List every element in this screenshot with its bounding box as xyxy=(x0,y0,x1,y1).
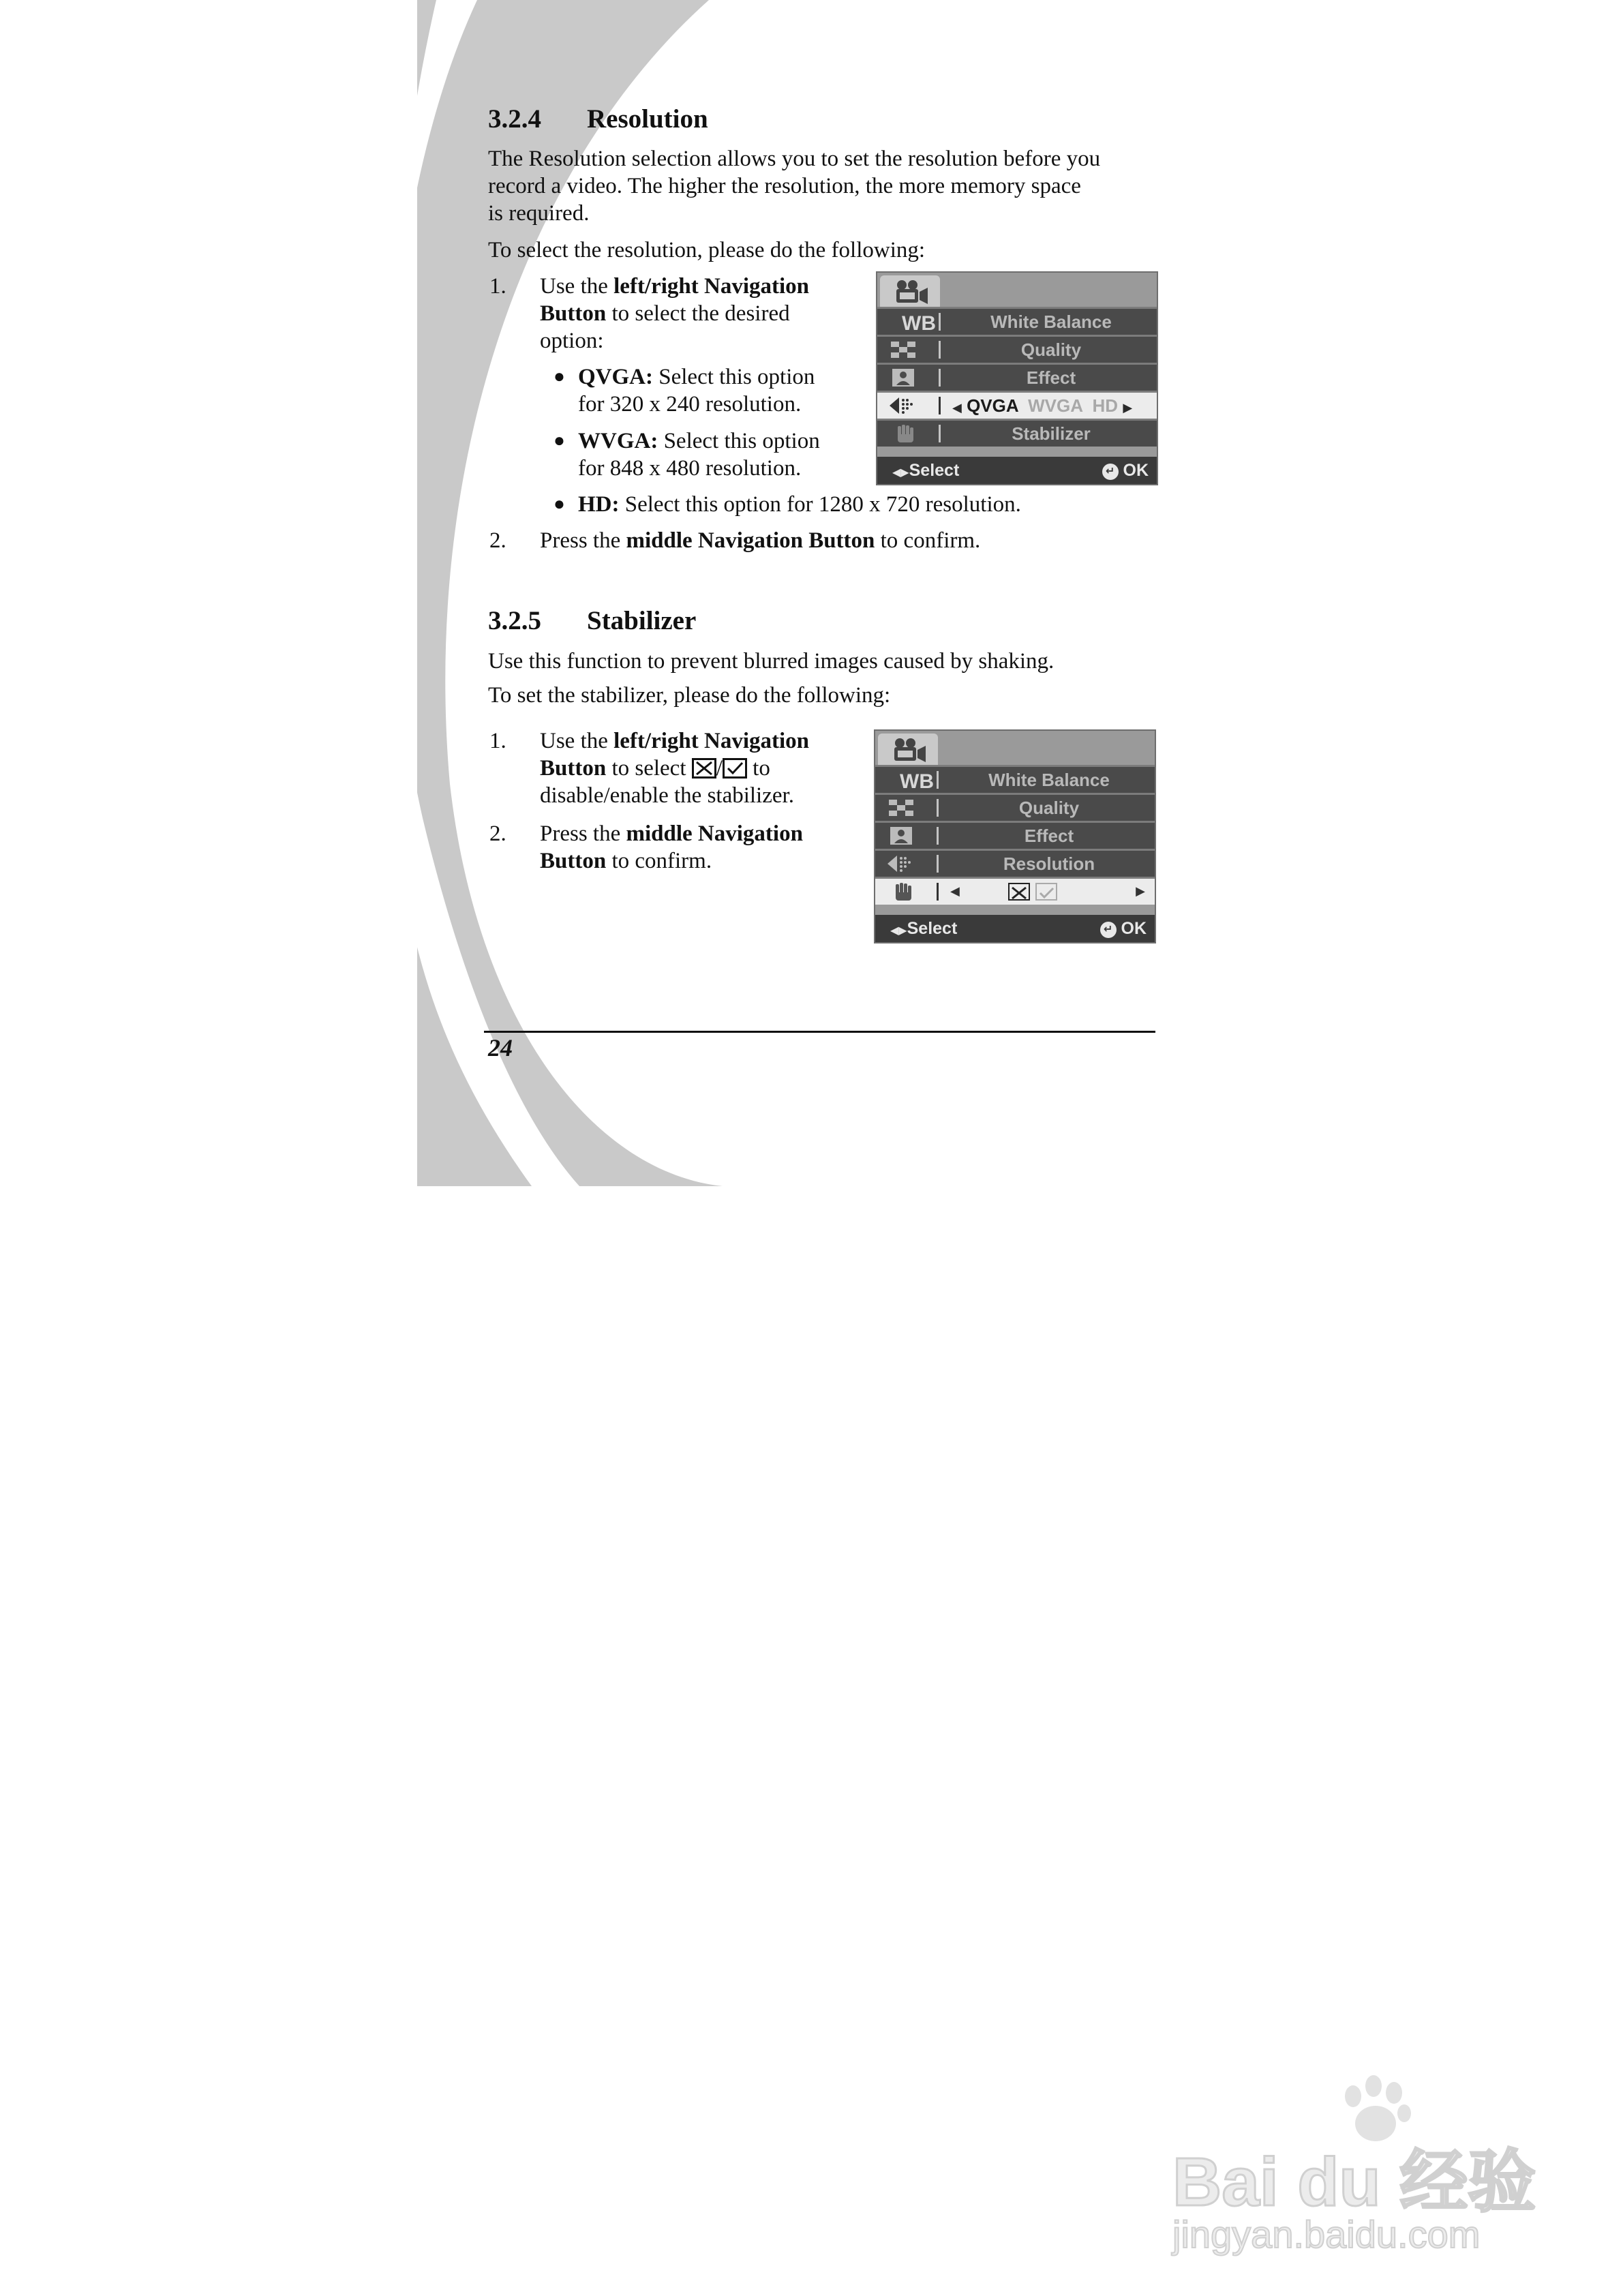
menu-row-label: Effect xyxy=(1026,367,1076,388)
text: Select this option for 1280 x 720 resolution. xyxy=(619,492,1021,517)
section-heading-stabilizer xyxy=(488,605,897,639)
quality-icon xyxy=(886,798,920,818)
option-qvga-selected: QVGA xyxy=(967,395,1018,416)
bold-text: middle Navigation xyxy=(626,821,803,846)
text: Use the xyxy=(540,729,614,753)
baidu-watermark-logo xyxy=(1159,2059,1554,2263)
menu-row-label: Quality xyxy=(1018,798,1080,818)
resolution-options xyxy=(952,395,1157,417)
bold-text: WVGA: xyxy=(578,429,658,453)
step-number: 2. xyxy=(489,528,506,553)
section-heading-resolution xyxy=(488,104,897,138)
menu-row-stabilizer-selected xyxy=(875,877,1155,905)
video-camera-tab-icon xyxy=(880,275,940,307)
left-arrow-icon: ◀ xyxy=(950,884,960,898)
menu-row-resolution xyxy=(875,849,1155,877)
stabilizer-hand-icon xyxy=(886,881,920,902)
text: to xyxy=(746,756,770,781)
bold-text: Button xyxy=(540,756,607,781)
step-number: 1. xyxy=(489,274,506,299)
watermark-brand: Bai du 经验 xyxy=(1172,2144,1536,2220)
bold-text: Button xyxy=(540,849,607,873)
right-arrow-icon: ▶ xyxy=(1136,884,1145,898)
menu-row-label: Quality xyxy=(1020,339,1082,360)
bullet-dot: ● xyxy=(553,430,565,451)
effect-portrait-icon xyxy=(886,826,920,846)
stabilizer-step-2 xyxy=(540,820,803,875)
left-right-arrows-icon: ◀▶ xyxy=(892,467,909,479)
wb-icon: WB xyxy=(902,312,936,335)
text: to confirm. xyxy=(875,528,981,553)
bold-text: left/right Navigation xyxy=(613,274,810,299)
menu-row-label: Stabilizer xyxy=(1012,423,1091,444)
footer-select: ◀▶Select xyxy=(892,461,960,480)
bullet-dot: ● xyxy=(553,494,565,515)
resolution-icon xyxy=(886,854,920,874)
section-title: Stabilizer xyxy=(587,606,697,635)
section-number: 3.2.5 xyxy=(488,606,541,635)
resolution-menu-screenshot xyxy=(876,271,1158,485)
bold-text: left/right Navigation xyxy=(613,729,810,753)
stabilizer-hand-icon xyxy=(888,423,922,444)
bullet-qvga xyxy=(578,363,815,418)
text: to confirm. xyxy=(606,849,712,873)
menu-row-resolution-selected xyxy=(877,391,1157,419)
stabilizer-menu-screenshot xyxy=(874,729,1156,943)
text: Select this option xyxy=(658,429,820,453)
text: Use the xyxy=(540,274,614,299)
step-number: 1. xyxy=(489,729,506,753)
menu-row-effect xyxy=(875,821,1155,849)
bold-text: middle Navigation Button xyxy=(626,528,875,553)
menu-row-white-balance xyxy=(875,765,1155,793)
stabilizer-lead: To set the stabilizer, please do the following: xyxy=(488,683,891,708)
quality-icon xyxy=(888,339,922,360)
watermark-url: jingyan.baidu.com xyxy=(1172,2213,1481,2256)
footer-ok: ↵ OK xyxy=(1102,461,1149,481)
video-camera-tab-icon xyxy=(878,734,938,765)
menu-row-quality xyxy=(875,793,1155,821)
text: / xyxy=(716,756,723,781)
page-number: 24 xyxy=(488,1034,513,1061)
bullet-dot: ● xyxy=(553,366,565,387)
wb-icon: WB xyxy=(900,770,934,793)
enable-box-check-icon xyxy=(723,758,747,779)
menu-row-white-balance xyxy=(877,307,1157,335)
menu-row-label: Effect xyxy=(1024,826,1074,846)
bullet-wvga xyxy=(578,427,820,482)
menu-row-label: White Balance xyxy=(990,312,1112,332)
stabilizer-intro: Use this function to prevent blurred images caused by shaking. xyxy=(488,649,1055,674)
section-number: 3.2.4 xyxy=(488,104,541,134)
right-arrow-icon: ▶ xyxy=(1123,401,1133,414)
text: Press the xyxy=(540,821,626,846)
left-arrow-icon: ◀ xyxy=(952,401,962,414)
menu-row-label: Resolution xyxy=(1003,854,1095,874)
enter-icon: ↵ xyxy=(1100,922,1117,938)
resolution-step-1 xyxy=(540,273,809,354)
resolution-lead: To select the resolution, please do the following: xyxy=(488,238,926,262)
section-title: Resolution xyxy=(587,104,708,134)
footer-rule xyxy=(484,1031,1155,1033)
text: disable/enable the stabilizer. xyxy=(540,783,794,808)
text: for 848 x 480 resolution. xyxy=(578,456,802,481)
enter-icon: ↵ xyxy=(1102,464,1119,480)
text: Select this option xyxy=(653,365,815,389)
resolution-intro xyxy=(488,145,1100,227)
footer-select: ◀▶Select xyxy=(890,919,958,938)
text: for 320 x 240 resolution. xyxy=(578,392,802,417)
text: option: xyxy=(540,329,604,353)
menu-row-label: White Balance xyxy=(988,770,1110,790)
menu-row-quality xyxy=(877,335,1157,363)
disable-box-x-icon xyxy=(692,758,716,779)
intro-line: The Resolution selection allows you to set the resolution before you xyxy=(488,147,1101,171)
bold-text: QVGA: xyxy=(578,365,653,389)
intro-line: record a video. The higher the resolution, the more memory space xyxy=(488,174,1081,198)
option-wvga: WVGA xyxy=(1028,395,1083,416)
footer-ok: ↵ OK xyxy=(1100,919,1147,939)
text: Press the xyxy=(540,528,626,553)
option-hd: HD xyxy=(1092,395,1119,416)
text: to select xyxy=(606,756,692,781)
bold-text: Button xyxy=(540,301,607,326)
menu-row-effect xyxy=(877,363,1157,391)
stabilizer-step-1 xyxy=(540,727,809,809)
menu-row-stabilizer xyxy=(877,419,1157,447)
bold-text: HD: xyxy=(578,492,620,517)
menu-footer xyxy=(877,457,1157,484)
step-number: 2. xyxy=(489,821,506,846)
text: to select the desired xyxy=(606,301,790,326)
intro-line: is required. xyxy=(488,201,590,226)
resolution-step-2 xyxy=(540,527,980,554)
effect-portrait-icon xyxy=(888,367,922,388)
menu-footer xyxy=(875,915,1155,942)
enable-box-check-icon xyxy=(1035,883,1057,901)
disable-box-x-icon xyxy=(1008,883,1030,901)
left-right-arrows-icon: ◀▶ xyxy=(890,925,907,937)
bullet-hd xyxy=(578,491,1021,518)
resolution-icon xyxy=(888,395,922,416)
